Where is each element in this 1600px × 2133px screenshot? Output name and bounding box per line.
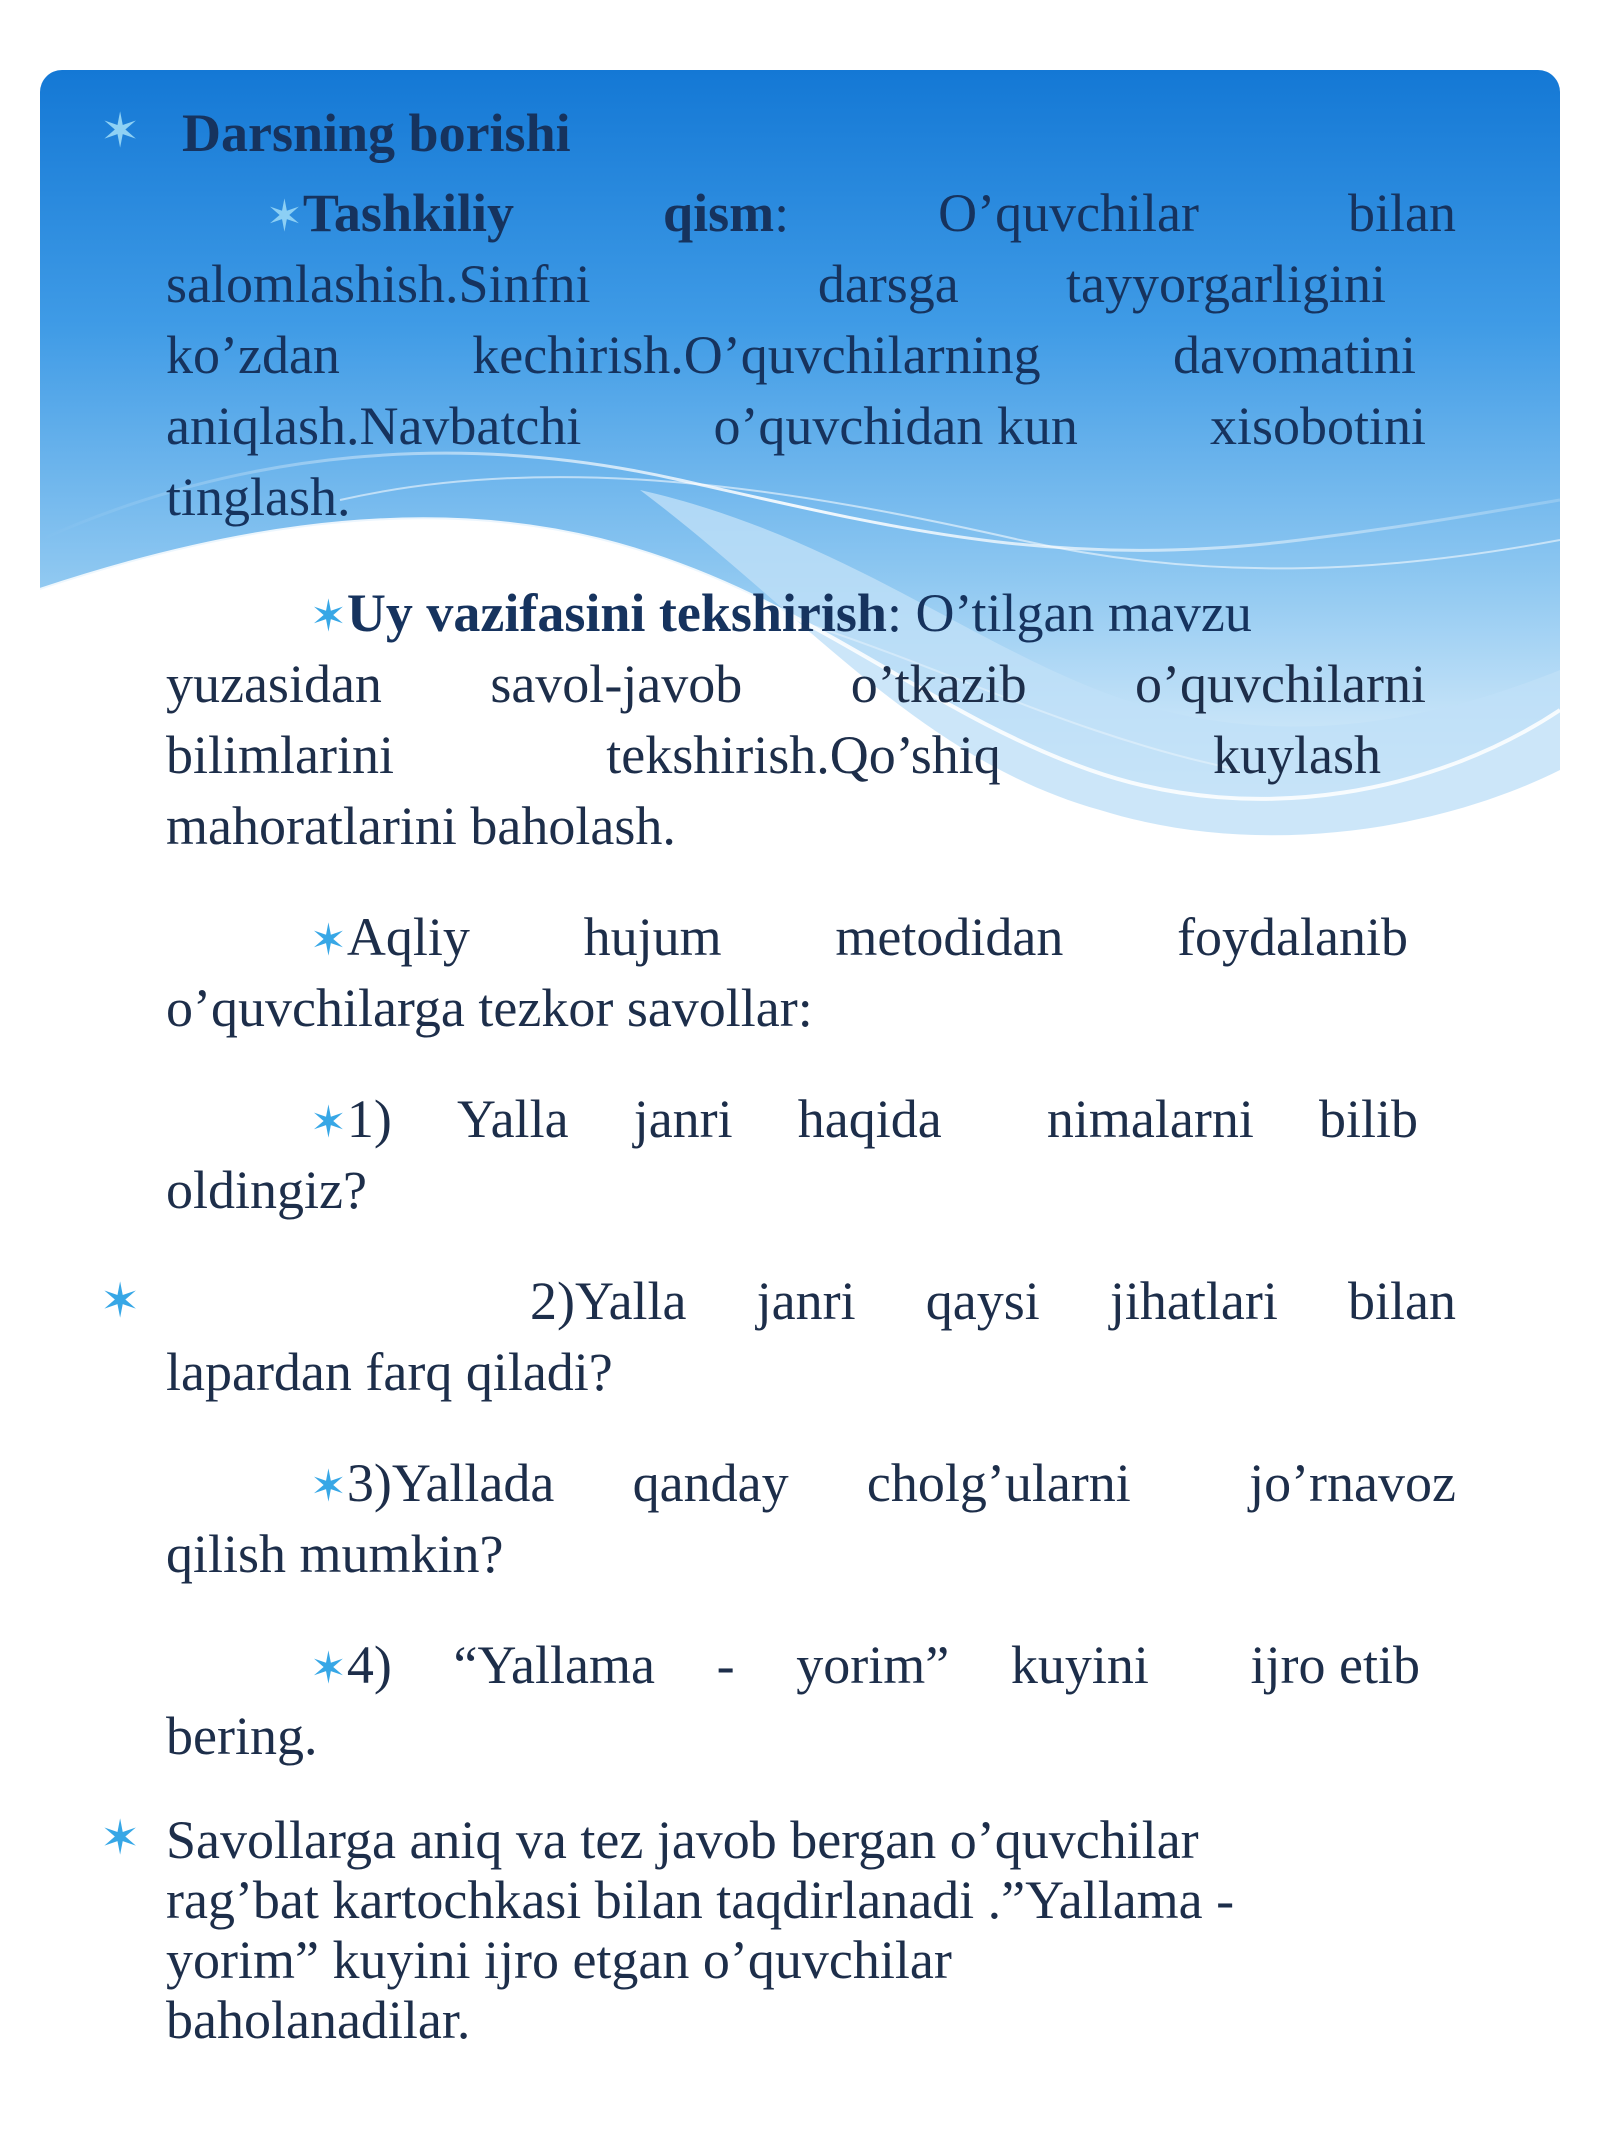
text-word: kechirish.O’quvchilarning (472, 325, 1041, 385)
question-2-line-1 (530, 1266, 1456, 1337)
text-word: 3)Yallada (346, 1453, 555, 1513)
question-2-line-2: lapardan farq qiladi? (166, 1342, 613, 1402)
text-word: o’tkazib (850, 654, 1027, 714)
text-word: metodidan (835, 907, 1064, 967)
tashkiliy-bullet-icon: ✶ (266, 192, 303, 241)
question-1-line-1 (310, 1084, 1418, 1158)
text-word: - (716, 1635, 735, 1695)
text-word: tayyorgarligini (1066, 254, 1386, 314)
aqliy-line-2: o’quvchilarga tezkor savollar: (166, 978, 813, 1038)
text-word: jihatlari (1109, 1271, 1278, 1331)
text-word: aniqlash.Navbatchi (166, 396, 582, 456)
text-word: foydalanib (1177, 907, 1408, 967)
text-word: o’quvchidan kun (713, 396, 1078, 456)
question-4-line-2: bering. (166, 1706, 318, 1766)
conclusion-line-2: rag’bat kartochkasi bilan taqdirlanadi .”Yallama - (166, 1870, 1235, 1930)
conclusion-line-1: Savollarga aniq va tez javob bergan o’quvchilar (166, 1810, 1199, 1870)
text-word: “Yallama (453, 1635, 655, 1695)
text-word: Aqliy (346, 907, 470, 967)
tashkiliy-line-2 (166, 249, 1386, 320)
text-word: kuyini (1010, 1635, 1149, 1695)
text-word: yorim” (796, 1635, 950, 1695)
text-word: bilib (1318, 1089, 1418, 1149)
conclusion-line-4: baholanadilar. (166, 1990, 471, 2050)
text-word: yuzasidan (166, 654, 382, 714)
page-title: Darsning borishi (182, 103, 571, 163)
uy-line-2 (166, 649, 1426, 720)
text-word: kuylash (1213, 725, 1381, 785)
text-word: salomlashish.Sinfni (166, 254, 591, 314)
text-word: bilimlarini (166, 725, 394, 785)
text-word: nimalarni (1046, 1089, 1254, 1149)
text-word: xisobotini (1209, 396, 1426, 456)
text-word: janri (756, 1271, 856, 1331)
text-word: o’quvchilarni (1135, 654, 1426, 714)
tashkiliy-title-2: qism (663, 183, 775, 243)
text-word: 4) (346, 1635, 392, 1695)
uy-title: Uy vazifasini tekshirish (346, 583, 887, 643)
aqliy-line-1 (310, 902, 1408, 976)
text-word: bilan (1347, 1271, 1456, 1331)
conclusion-line-3: yorim” kuyini ijro etgan o’quvchilar (166, 1930, 952, 1990)
tashkiliy-title: Tashkiliy (302, 183, 515, 243)
question-bullet-icon: ✶ (310, 1462, 347, 1511)
tashkiliy-line-1 (166, 178, 1456, 252)
question-2-bullet-icon: ✶ (100, 1275, 141, 1328)
text-word: davomatini (1173, 325, 1416, 385)
uy-line-1-rest: O’tilgan mavzu (915, 583, 1252, 643)
text-word: Yalla (457, 1089, 569, 1149)
tashkiliy-line-5: tinglash. (166, 467, 351, 527)
question-1-line-2: oldingiz? (166, 1160, 367, 1220)
text-word: tekshirish.Qo’shiq (606, 725, 1001, 785)
question-bullet-icon: ✶ (310, 1098, 347, 1147)
question-3-line-1 (310, 1448, 1456, 1522)
uy-line-4: mahoratlarini baholash. (166, 796, 676, 856)
text-word: hujum (583, 907, 722, 967)
text-word: janri (633, 1089, 733, 1149)
uy-line-1 (310, 578, 1252, 652)
colon: : (774, 183, 790, 243)
colon: : (886, 583, 902, 643)
question-bullet-icon: ✶ (310, 1644, 347, 1693)
text-word: ko’zdan (166, 325, 340, 385)
uy-line-3 (166, 720, 1381, 791)
text-word: haqida (797, 1089, 942, 1149)
question-4-line-1 (310, 1630, 1420, 1704)
text-word: jo’rnavoz (1249, 1453, 1456, 1513)
aqliy-bullet-icon: ✶ (310, 916, 347, 965)
tashkiliy-line-3 (166, 320, 1416, 391)
uy-bullet-icon: ✶ (310, 592, 347, 641)
tashkiliy-line-4 (166, 391, 1426, 462)
tashkiliy-word: bilan (1348, 183, 1456, 243)
text-word: 2)Yalla (530, 1271, 687, 1331)
text-word: darsga (817, 254, 959, 314)
text-word: qanday (632, 1453, 789, 1513)
text-word: cholg’ularni (866, 1453, 1131, 1513)
heading-bullet-icon: ✶ (100, 105, 141, 158)
text-word: qaysi (925, 1271, 1040, 1331)
conclusion-bullet-icon: ✶ (100, 1812, 141, 1865)
text-word: ijro etib (1250, 1635, 1420, 1695)
tashkiliy-word: O’quvchilar (938, 183, 1199, 243)
text-word: savol-javob (490, 654, 743, 714)
question-3-line-2: qilish mumkin? (166, 1524, 504, 1584)
text-word: 1) (346, 1089, 392, 1149)
